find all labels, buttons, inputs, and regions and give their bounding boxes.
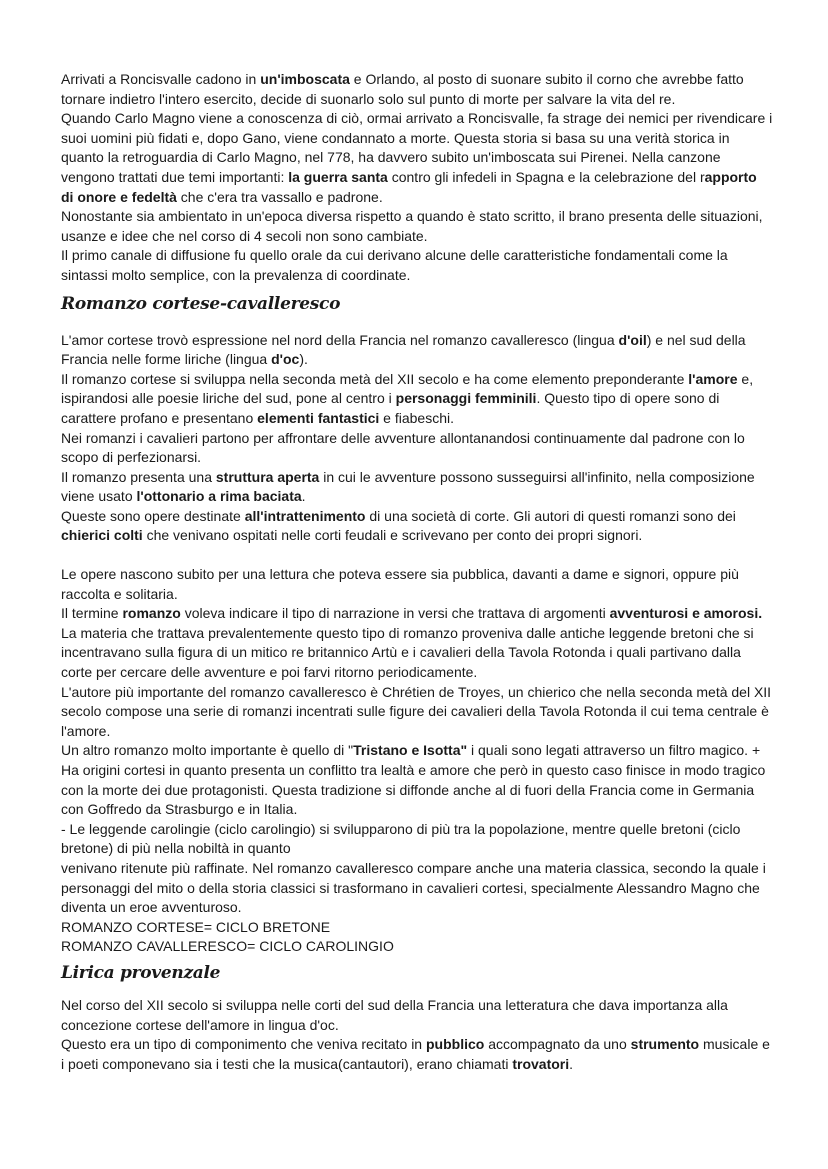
text-run: musicale e i poeti componevano sia i testi che la musica(cantautori), erano chiamati	[61, 1036, 770, 1072]
paragraph	[61, 207, 773, 246]
text-run: Il romanzo presenta una	[61, 468, 216, 485]
paragraph	[61, 820, 773, 859]
paragraph	[61, 683, 773, 742]
text-run: . Questo tipo di opere sono di carattere profano e presentano	[61, 390, 720, 426]
text-run: Quando Carlo Magno viene a conoscenza di ciò, ormai arrivato a Roncisvalle, fa strage dei nemici per rivendicare i suoi uomini più fidati e, dopo Gano, viene condannato a morte. Questa storia si basa su una verità storica in quanto la retroguardia di Carlo Magno, nel 778, ha davvero subito un'imboscata sui Pirenei. Nella canzone vengono trattati due temi importanti:	[61, 110, 773, 185]
text-run: venivano ritenute più raffinate. Nel romanzo cavalleresco compare anche una materia classica, secondo la quale i personaggi del mito o della storia classici si trasformano in cavalieri cortesi, specialmente Alessandro Magno che diventa un eroe avventuroso.	[61, 859, 766, 916]
bold-text: Tristano e Isotta"	[353, 742, 468, 759]
text-run: - Le leggende carolingie (ciclo carolingio) si svilupparono di più tra la popolazione, mentre quelle bretoni (ciclo bretone) di più nella nobiltà in quanto	[61, 820, 741, 857]
text-run: di una società di corte. Gli autori di questi romanzi sono dei	[365, 507, 736, 524]
bold-text: strumento	[630, 1036, 700, 1053]
text-run: .	[569, 1055, 574, 1072]
paragraph	[61, 70, 773, 109]
text-run: Ha origini cortesi in quanto presenta un conflitto tra lealtà e amore che però in questo caso finisce in modo tragico con la morte dei due protagonisti. Questa tradizione si diffonde anche al di fuori della Francia come in Germania con Goffredo da Strasburgo e in Italia.	[61, 762, 766, 818]
paragraph	[61, 918, 773, 938]
text-run: contro gli infedeli in Spagna e la celebrazione del r	[387, 168, 705, 185]
text-run: ).	[299, 351, 308, 368]
text-run: in cui le avventure possono susseguirsi all'infinito, nella composizione viene usato	[61, 468, 755, 505]
bold-text: chierici colti	[61, 527, 143, 544]
text-run: ROMANZO CAVALLERESCO= CICLO CAROLINGIO	[61, 938, 394, 955]
bold-text: d'oc	[271, 351, 300, 368]
text-run: e, ispirandosi alle poesie liriche del sud, pone al centro i	[61, 370, 754, 407]
paragraph	[61, 429, 773, 468]
text-run: .	[301, 488, 306, 505]
paragraph	[61, 1035, 773, 1074]
bold-text: struttura aperta	[215, 468, 320, 485]
text-run: Un altro romanzo molto importante è quello di "	[61, 742, 354, 759]
text-run: voleva indicare il tipo di narrazione in versi che trattava di argomenti	[180, 605, 610, 622]
bold-text: d'oil	[618, 331, 647, 348]
paragraph	[61, 331, 773, 370]
bold-text: elementi fantastici	[257, 409, 380, 426]
text-run: Il romanzo cortese si sviluppa nella seconda metà del XII secolo e ha come elemento preponderante	[61, 370, 689, 387]
paragraph	[61, 246, 773, 285]
text-run: Arrivati a Roncisvalle cadono in	[61, 71, 261, 87]
text-run: Nei romanzi i cavalieri partono per affrontare delle avventure allontanandosi continuamente dal padrone con lo scopo di perfezionarsi.	[61, 429, 745, 466]
text-run: Nel corso del XII secolo si sviluppa nelle corti del sud della Francia una letteratura che dava importanza alla concezione cortese dell'amore in lingua d'oc.	[61, 996, 728, 1033]
text-run: e Orlando, al posto di suonare subito il corno che avrebbe fatto tornare indietro l'intero esercito, decide di suonarlo solo sul punto di morte per salvare la vita del re.	[61, 71, 744, 107]
bold-text: apporto di onore e fedeltà	[61, 168, 757, 205]
bold-text: personaggi femminili	[395, 390, 537, 407]
bold-text: la guerra santa	[288, 168, 388, 185]
text-run: ) e nel sud della Francia nelle forme liriche (lingua	[61, 331, 746, 368]
bold-text: avventurosi e amorosi.	[609, 605, 763, 622]
blank-line	[61, 546, 773, 565]
paragraph	[61, 604, 773, 682]
text-run: Nonostante sia ambientato in un'epoca diversa rispetto a quando è stato scritto, il brano presenta delle situazioni, usanze e idee che nel corso di 4 secoli non sono cambiate.	[61, 208, 763, 244]
paragraph	[61, 109, 773, 207]
text-run: ROMANZO CORTESE= CICLO BRETONE	[61, 918, 331, 935]
bold-text: pubblico	[425, 1036, 485, 1053]
section-heading-lirica: Lirica provenzale	[61, 962, 221, 983]
text-run: La materia che trattava prevalentemente questo tipo di romanzo proveniva dalle antiche leggende bretoni che si incentravano sulla figura di un mitico re britannico Artù e i cavalieri della Tavola Rotonda i quali partivano dalla corte per cercare delle avventure e poi farvi ritorno periodicamente.	[61, 624, 754, 681]
bold-text: un'imboscata	[260, 71, 350, 87]
text-run: Queste sono opere destinate	[61, 507, 245, 524]
text-run: e fiabeschi.	[379, 409, 455, 426]
paragraph	[61, 859, 773, 918]
text-run: Questo era un tipo di componimento che veniva recitato in	[61, 1036, 426, 1053]
bold-text: trovatori	[512, 1055, 570, 1072]
document-body	[61, 70, 773, 1074]
text-run: Il primo canale di diffusione fu quello orale da cui derivano alcune delle caratteristiche fondamentali come la sintassi molto semplice, con la prevalenza di coordinate.	[61, 247, 728, 283]
paragraph	[61, 507, 773, 546]
paragraph	[61, 741, 773, 761]
text-run: accompagnato da uno	[484, 1036, 631, 1053]
bold-text: all'intrattenimento	[244, 507, 366, 524]
paragraph	[61, 468, 773, 507]
text-run: Le opere nascono subito per una lettura che poteva essere sia pubblica, davanti a dame e signori, oppure più raccolta e solitaria.	[61, 566, 739, 602]
paragraph	[61, 370, 773, 429]
text-run: i quali sono legati attraverso un filtro magico. +	[467, 742, 761, 759]
bold-text: romanzo	[122, 605, 181, 622]
paragraph	[61, 761, 773, 820]
text-run: Il termine	[61, 605, 123, 622]
text-run: che c'era tra vassallo e padrone.	[176, 188, 383, 205]
bold-text: l'ottonario a rima baciata	[136, 488, 302, 505]
paragraph	[61, 996, 773, 1035]
section-heading-romanzo: Romanzo cortese-cavalleresco	[61, 293, 341, 314]
paragraph	[61, 565, 773, 604]
bold-text: l'amore	[688, 370, 738, 387]
paragraph	[61, 937, 773, 957]
text-run: L'amor cortese trovò espressione nel nord della Francia nel romanzo cavalleresco (lingua	[61, 331, 619, 348]
text-run: L'autore più importante del romanzo cavalleresco è Chrétien de Troyes, un chierico che nella seconda metà del XII secolo compose una serie di romanzi incentrati sulle figure dei cavalieri della Tavola Rotonda il cui tema centrale è l'amore.	[61, 683, 772, 739]
text-run: che venivano ospitati nelle corti feudali e scrivevano per conto dei propri signori.	[142, 527, 643, 544]
